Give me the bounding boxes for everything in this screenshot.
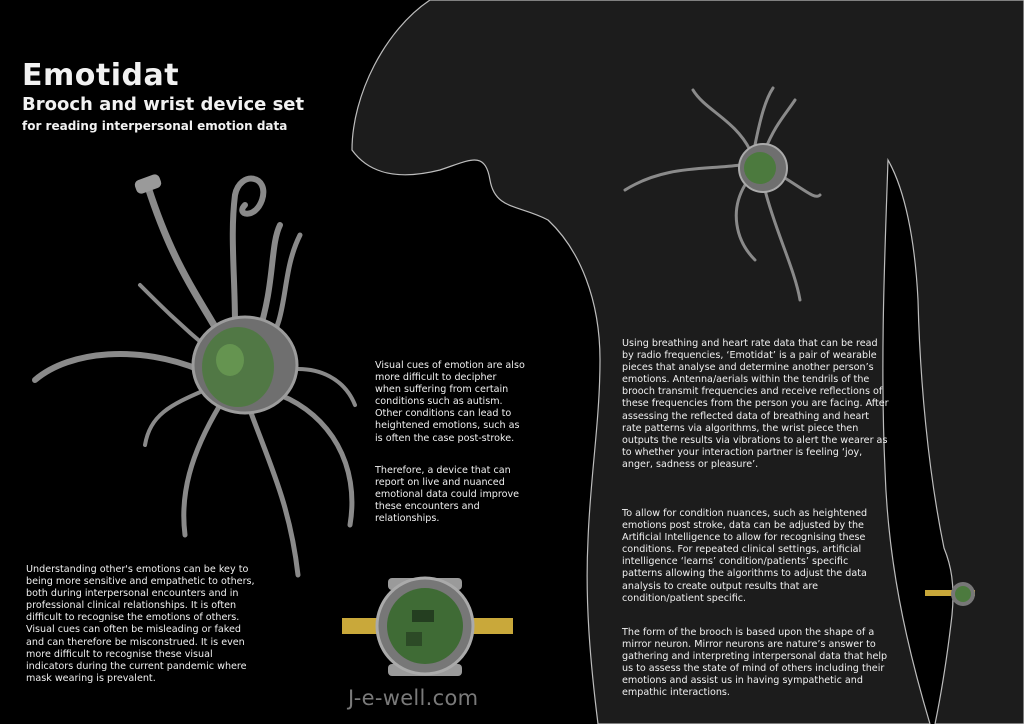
mirror-neuron-brooch-illustration [30,165,370,585]
brooch-on-silhouette [615,80,845,310]
page-title: Emotidat [22,58,180,93]
page-tagline: for reading interpersonal emotion data [22,119,288,133]
wrist-device-illustration [340,568,515,683]
wrist-device-on-silhouette [925,570,975,620]
paragraph-mirror-neuron: The form of the brooch is based upon the shape of a mirror neuron. Mirror neurons are nature’s answer to gathering and interpreting interpersonal data that help us to assess the state of mind of others including their emotions and assist us in having sympathetic and empathic interactions. [622,627,888,699]
paragraph-empathy: Understanding other's emotions can be key to being more sensitive and empathetic to others, both during interpersonal encounters and in professional clinical relationships. It is often difficult to recognise the emotions of others. Visual cues can often be misleading or faked and can therefore be misconstrued. It is even more difficult to recognise these visual indicators during the current pandemic where mask wearing is prevalent. [26,564,255,684]
paragraph-visual-cues: Visual cues of emotion are also more difficult to decipher when suffering from certain conditions such as autism. Other conditions can lead to heightened emotions, such as is often the case post-stroke. [375,360,525,444]
paragraph-ai-adjustment: To allow for condition nuances, such as heightened emotions post stroke, data can be adjusted by the Artificial Intelligence to allow for recognising these conditions. For repeated clinical settings, artificial intelligence ‘learns’ condition/patients’ specific patterns allowing the algorithms to adjust the data analysis to create output results that are condition/patient specific. [622,508,868,604]
website-watermark: J-e-well.com [348,686,479,710]
paragraph-device-benefit: Therefore, a device that can report on live and nuanced emotional data could improve these encounters and relationships. [375,465,520,525]
paragraph-how-it-works: Using breathing and heart rate data that can be read by radio frequencies, ‘Emotidat’ is a pair of wearable pieces that analyse and determine another person’s emotions. Antenna/aerials within the tendrils of the brooch transmit frequencies and receive reflections of these frequencies from the person you are facing. After assessing the reflected data of breathing and heart rate patterns via algorithms, the wrist piece then outputs the results via vibrations to alert the wearer as to whether your interaction partner is feeling ‘joy, anger, sadness or pleasure’. [622,338,889,470]
page-subtitle: Brooch and wrist device set [22,94,305,115]
